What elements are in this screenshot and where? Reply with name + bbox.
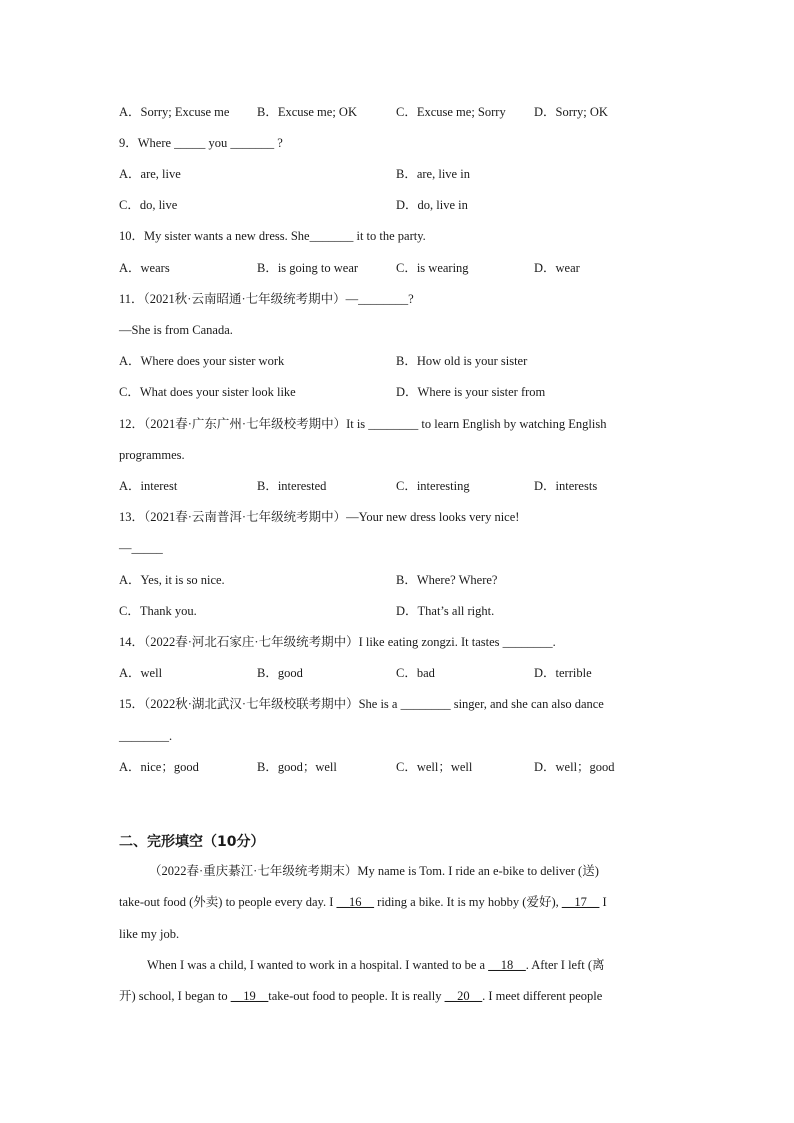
blank-19[interactable]: __19__ xyxy=(230,989,269,1003)
section-title: 二、完形填空（10分） xyxy=(119,834,265,850)
q14-option-c[interactable]: C．bad xyxy=(396,666,435,680)
q9-option-a[interactable]: A．are, live xyxy=(119,167,181,181)
q13-option-a[interactable]: A．Yes, it is so nice. xyxy=(119,573,225,587)
q15-option-b[interactable]: B．good；well xyxy=(257,760,337,774)
blank-18[interactable]: __18__ xyxy=(488,958,526,972)
q10-option-d[interactable]: D．wear xyxy=(534,261,580,275)
q9-option-c[interactable]: C．do, live xyxy=(119,198,178,212)
q13-option-d[interactable]: D．That’s all right. xyxy=(396,604,495,618)
q15-stem: 15．（2022秋·湖北武汉·七年级校联考期中）She is a ________ singer, and she can also dance xyxy=(119,697,604,711)
q14-stem: 14．（2022春·河北石家庄·七年级统考期中）I like eating zongzi. It tastes ________. xyxy=(119,635,556,649)
q8-option-c[interactable]: C．Excuse me; Sorry xyxy=(396,105,506,119)
blank-16[interactable]: __16__ xyxy=(336,895,375,909)
q14-option-d[interactable]: D．terrible xyxy=(534,666,592,680)
q13-option-b[interactable]: B．Where? Where? xyxy=(396,573,498,587)
q10-option-b[interactable]: B．is going to wear xyxy=(257,261,359,275)
q9-option-b[interactable]: B．are, live in xyxy=(396,167,470,181)
q12-stem: 12．（2021春·广东广州·七年级校考期中）It is ________ to learn English by watching English xyxy=(119,417,607,431)
cloze-text: I xyxy=(599,895,607,909)
q14-option-b[interactable]: B．good xyxy=(257,666,303,680)
q15-stem2: ________. xyxy=(119,729,173,743)
q12-option-d[interactable]: D．interests xyxy=(534,479,598,493)
cloze-p2-line2 xyxy=(119,988,679,1004)
cloze-text: When I was a child, I wanted to work in a hospital. I wanted to be a xyxy=(147,958,489,972)
cloze-p2-line1 xyxy=(147,957,707,973)
q11-option-d[interactable]: D．Where is your sister from xyxy=(396,385,546,399)
q11-stem2: —She is from Canada. xyxy=(119,323,233,337)
q12-option-a[interactable]: A．interest xyxy=(119,479,178,493)
q12-stem2: programmes. xyxy=(119,448,185,462)
q13-stem2: —_____ xyxy=(119,541,163,555)
q11-option-b[interactable]: B．How old is your sister xyxy=(396,354,528,368)
q11-option-c[interactable]: C．What does your sister look like xyxy=(119,385,296,399)
cloze-p1-line3: like my job. xyxy=(119,927,180,941)
q15-option-a[interactable]: A．nice；good xyxy=(119,760,199,774)
cloze-text: take-out food (外卖) to people every day. I xyxy=(119,895,337,909)
q8-option-d[interactable]: D．Sorry; OK xyxy=(534,105,608,119)
q10-stem: 10．My sister wants a new dress. She_______ it to the party. xyxy=(119,229,426,243)
cloze-text: riding a bike. It is my hobby (爱好), xyxy=(374,895,562,909)
q12-option-c[interactable]: C．interesting xyxy=(396,479,470,493)
q15-option-d[interactable]: D．well；good xyxy=(534,760,615,774)
cloze-text: . I meet different people xyxy=(482,989,603,1003)
blank-17[interactable]: __17__ xyxy=(561,895,600,909)
q11-option-a[interactable]: A．Where does your sister work xyxy=(119,354,285,368)
cloze-text: 开) school, I began to xyxy=(119,989,231,1003)
cloze-p1-line2 xyxy=(119,894,679,910)
q8-option-a[interactable]: A．Sorry; Excuse me xyxy=(119,105,230,119)
q8-option-b[interactable]: B．Excuse me; OK xyxy=(257,105,357,119)
cloze-text: . After I left (离 xyxy=(525,958,605,972)
q13-option-c[interactable]: C．Thank you. xyxy=(119,604,197,618)
blank-20[interactable]: __20__ xyxy=(444,989,483,1003)
q14-option-a[interactable]: A．well xyxy=(119,666,163,680)
q10-option-a[interactable]: A．wears xyxy=(119,261,170,275)
q12-option-b[interactable]: B．interested xyxy=(257,479,327,493)
q9-option-d[interactable]: D．do, live in xyxy=(396,198,468,212)
q15-option-c[interactable]: C．well；well xyxy=(396,760,473,774)
q10-option-c[interactable]: C．is wearing xyxy=(396,261,469,275)
cloze-text: take-out food to people. It is really xyxy=(268,989,445,1003)
cloze-p1-line1: （2022春·重庆綦江·七年级统考期末）My name is Tom. I ride an e-bike to deliver (送) xyxy=(149,864,599,878)
q9-stem: 9．Where _____ you _______ ? xyxy=(119,136,283,150)
q13-stem: 13．（2021春·云南普洱·七年级统考期中）—Your new dress looks very nice! xyxy=(119,510,520,524)
q11-stem: 11．（2021秋·云南昭通·七年级统考期中）—________? xyxy=(119,292,414,306)
